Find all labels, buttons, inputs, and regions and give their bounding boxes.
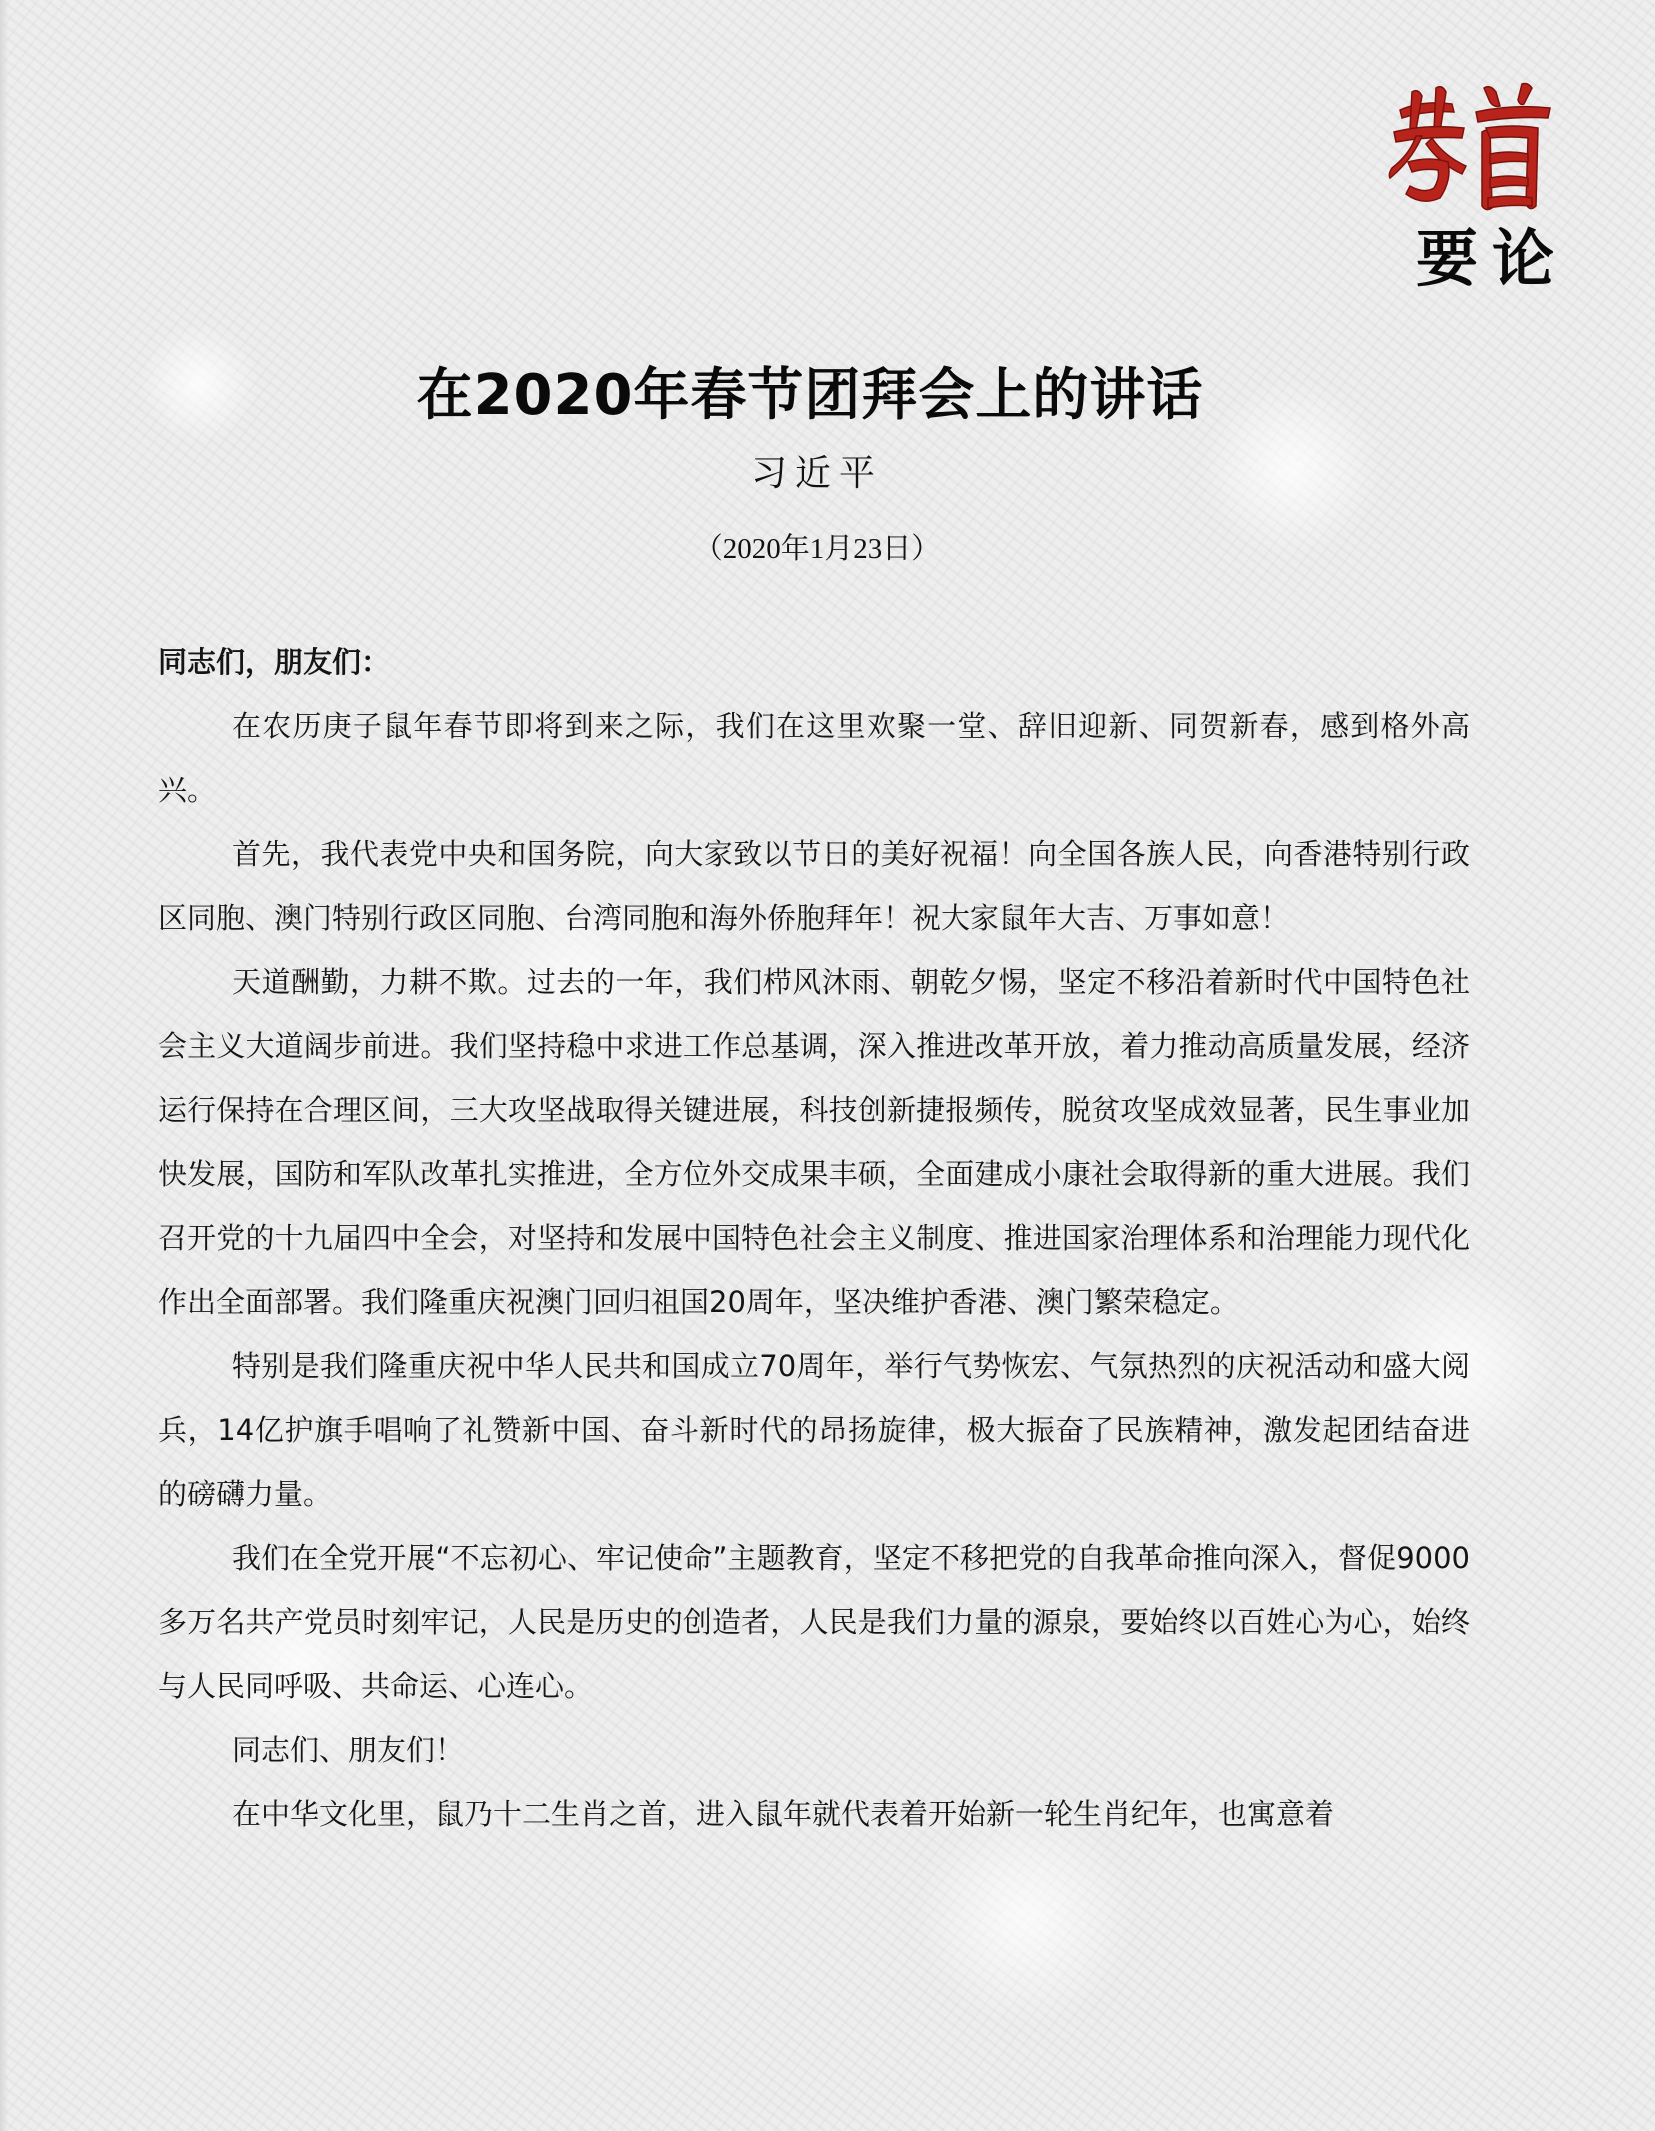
article-author: 习近平 <box>750 453 883 494</box>
paragraph: 天道酬勤，力耕不欺。过去的一年，我们栉风沐雨、朝乾夕惕，坚定不移沿着新时代中国特色社会主义大道阔步前进。我们坚持稳中求进工作总基调，深入推进改革开放，着力推动高质量发展，经济运行保持在合理区间，三大攻坚战取得关键进展，科技创新捷报频传，脱贫攻坚成效显著，民生事业加快发展，国防和军队改革扎实推进，全方位外交成果丰硕，全面建成小康社会取得新的重大进展。我们召开党的十九届四中全会，对坚持和发展中国特色社会主义制度、推进国家治理体系和治理能力现代化作出全面部署。我们隆重庆祝澳门回归祖国20周年，坚决维护香港、澳门繁荣稳定。 <box>158 965 1470 1319</box>
paragraph: 特别是我们隆重庆祝中华人民共和国成立70周年，举行气势恢宏、气氛热烈的庆祝活动和盛大阅兵，14亿护旗手唱响了礼赞新中国、奋斗新时代的昂扬旋律，极大振奋了民族精神，激发起团结奋进的磅礴力量。 <box>158 1349 1470 1511</box>
section-label: 要论 <box>1415 222 1568 295</box>
paragraph: 我们在全党开展“不忘初心、牢记使命”主题教育，坚定不移把党的自我革命推向深入，督促9000多万名共产党员时刻牢记，人民是历史的创造者，人民是我们力量的源泉，要始终以百姓心为心，始终与人民同呼吸、共命运、心连心。 <box>158 1541 1470 1703</box>
paragraph: 同志们、朋友们！ <box>232 1733 465 1767</box>
salutation: 同志们，朋友们： <box>158 645 391 679</box>
article-body <box>158 630 1470 1846</box>
article-date: （2020年1月23日） <box>693 533 941 565</box>
column-header <box>1372 60 1572 320</box>
paragraph: 在农历庚子鼠年春节即将到来之际，我们在这里欢聚一堂、辞旧迎新、同贺新春，感到格外高兴。 <box>158 709 1470 807</box>
masthead-calligraphy-logo <box>1382 70 1562 220</box>
paragraph: 在中华文化里，鼠乃十二生肖之首，进入鼠年就代表着开始新一轮生肖纪年，也寓意着 <box>232 1797 1335 1831</box>
paragraph: 首先，我代表党中央和国务院，向大家致以节日的美好祝福！向全国各族人民，向香港特别行政区同胞、澳门特别行政区同胞、台湾同胞和海外侨胞拜年！祝大家鼠年大吉、万事如意！ <box>158 837 1470 935</box>
paper-edge <box>0 0 8 2131</box>
article-title: 在2020年春节团拜会上的讲话 <box>416 362 1204 428</box>
